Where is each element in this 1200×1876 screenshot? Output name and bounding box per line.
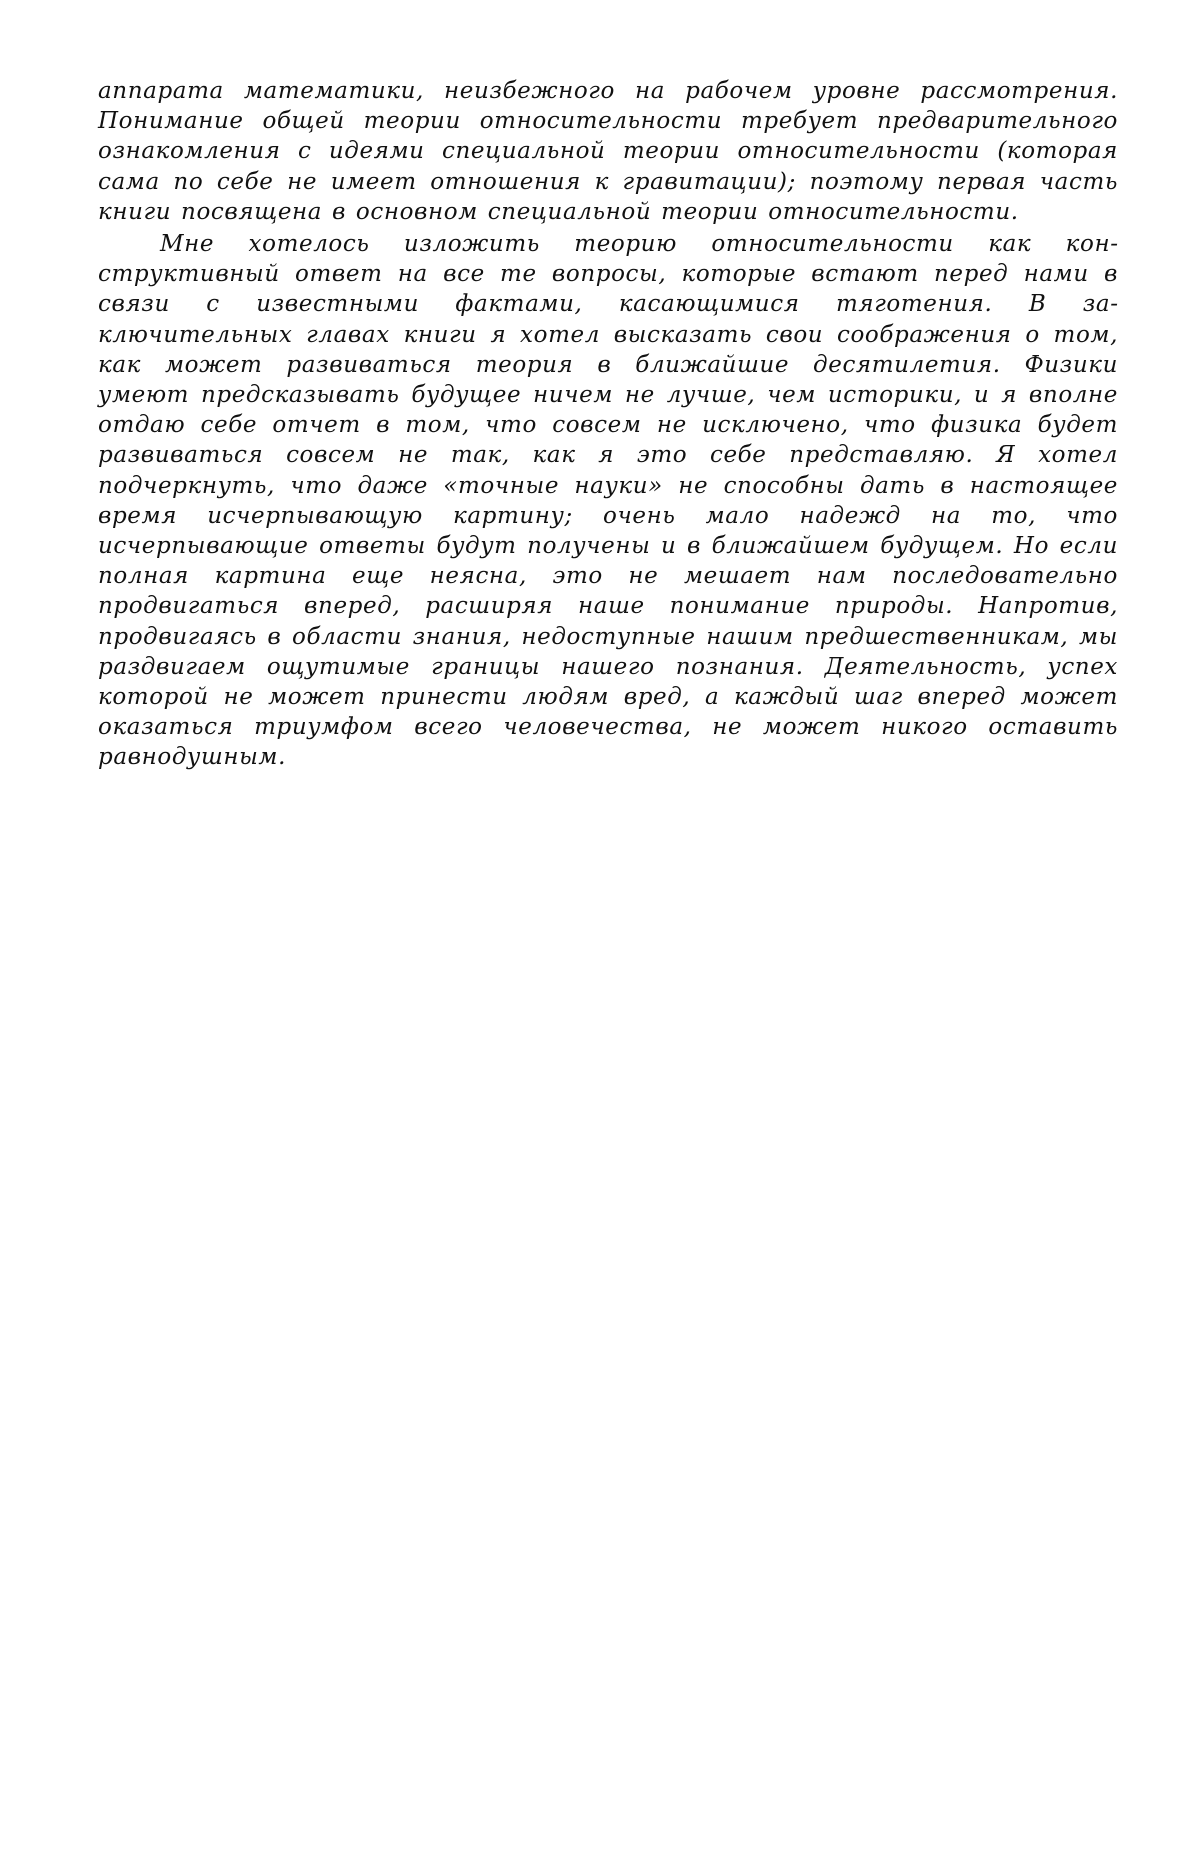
paragraph-2: Мне хотелось изложить теорию относительности как конструктивный ответ на все те вопросы, которые встают перед нами в связи с известными фактами, касающимися тяготения. В заключительных главах книги я хотел высказать свои соображения о том, как может развиваться теория в ближайшие десятилетия. Физики умеют предсказывать будущее ничем не лучше, чем историки, и я вполне отдаю себе отчет в том, что совсем не исключено, что физика будет развиваться совсем не так, как я это себе представляю. Я хотел подчеркнуть, что даже «точные науки» не способны дать в настоящее время исчерпывающую картину; очень мало надежд на то, что исчерпывающие ответы будут получены и в ближайшем будущем. Но если полная картина еще неясна, это не мешает нам последовательно продвигаться вперед, расширяя наше понимание природы. Напротив, продвигаясь в области знания, недоступные нашим предшественникам, мы раздвигаем ощутимые границы нашего познания. Деятельность, успех которой не может принести людям вред, а каждый шаг вперед может оказаться триумфом всего человечества, не может никого оставить равнодушным. xyxy=(98,231,1118,771)
paragraph-1: аппарата математики, неизбежного на рабочем уровне рассмотрения. Понимание общей теории относительности требует предварительного ознакомления с идеями специальной теории относительности (которая сама по себе не имеет отношения к гравитации); поэтому первая часть книги посвящена в основном специальной теории относительности. xyxy=(98,78,1118,225)
page-content xyxy=(98,76,1118,773)
